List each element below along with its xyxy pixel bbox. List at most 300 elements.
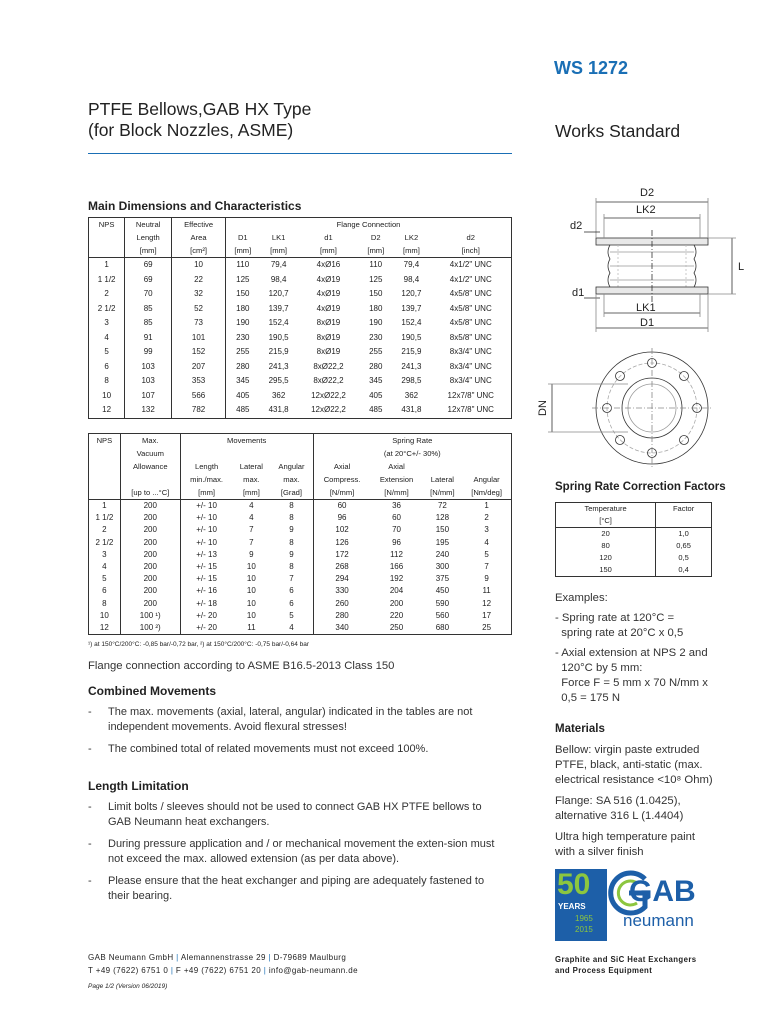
label-d2: d2 bbox=[570, 220, 583, 232]
table-cell: 12xØ22,2 bbox=[311, 390, 346, 400]
table-cell: 280 bbox=[369, 361, 383, 371]
table-cell: 8x5/8" UNC bbox=[431, 331, 512, 346]
table-cell: 10 bbox=[246, 610, 256, 620]
table-cell: 230 bbox=[369, 332, 383, 342]
table-cell: 120,7 bbox=[268, 289, 289, 299]
table-cell: 8xØ19 bbox=[316, 347, 341, 357]
table-cell: 8xØ19 bbox=[316, 332, 341, 342]
mov-u-upto: [up to ...°C] bbox=[120, 486, 180, 500]
dim-h-length: Length bbox=[125, 231, 172, 244]
table-cell: 200 bbox=[120, 512, 180, 524]
dim-header-row-3 bbox=[89, 244, 512, 258]
mov-h-spring-rate: Spring Rate bbox=[313, 434, 511, 448]
table-cell: 107 bbox=[125, 389, 172, 404]
footer-phone: T +49 (7622) 6751 0 bbox=[88, 966, 169, 975]
footer-company: GAB Neumann GmbH bbox=[88, 953, 174, 962]
table-cell: 4 bbox=[270, 622, 313, 635]
table-cell: 192 bbox=[389, 574, 404, 584]
table-cell: 240 bbox=[435, 549, 450, 559]
title-line-1: PTFE Bellows,GAB HX Type bbox=[88, 99, 312, 119]
table-cell: 2 bbox=[89, 524, 121, 536]
table-cell: 60 bbox=[337, 501, 347, 511]
table-cell: 80 bbox=[556, 540, 656, 552]
table-row bbox=[89, 360, 512, 375]
table-cell: 69 bbox=[125, 258, 172, 273]
table-cell: 85 bbox=[125, 316, 172, 331]
mov-u-angular: [Grad] bbox=[270, 486, 313, 500]
length-limitation-heading: Length Limitation bbox=[88, 779, 189, 793]
table-cell: 200 bbox=[120, 573, 180, 585]
dim-h-D1: D1 bbox=[237, 232, 248, 242]
mov-h-sr-lateral: Lateral bbox=[430, 474, 454, 484]
table-cell: 6 bbox=[270, 598, 313, 610]
table-cell: 280 bbox=[335, 610, 349, 620]
label-LK2: LK2 bbox=[636, 204, 656, 216]
table-cell: 200 bbox=[120, 598, 180, 610]
table-cell: 3 bbox=[462, 524, 511, 536]
table-cell: +/- 10 bbox=[196, 525, 217, 535]
table-row bbox=[89, 598, 512, 610]
table-cell: 215,9 bbox=[401, 347, 422, 357]
table-cell: 3 bbox=[89, 549, 121, 561]
table-cell: 590 bbox=[435, 598, 450, 608]
mov-h-lateral-2: max. bbox=[243, 474, 260, 484]
materials-heading: Materials bbox=[555, 723, 605, 735]
table-cell: 100 ²) bbox=[120, 622, 180, 635]
table-cell: 560 bbox=[435, 610, 450, 620]
dim-h-effective: Effective bbox=[172, 218, 226, 232]
sr-h-temp: Temperature bbox=[556, 503, 656, 516]
table-cell: 4x5/8" UNC bbox=[431, 302, 512, 317]
label-L: L bbox=[738, 261, 745, 273]
table-cell: 20 bbox=[556, 528, 656, 541]
mov-h-nps: NPS bbox=[89, 434, 121, 448]
dim-header-row-2 bbox=[89, 231, 512, 244]
table-cell: 250 bbox=[371, 622, 423, 635]
length-item-2: - During pressure application and / or mechanical movement the exten-sion must not exceed the max. allowed extension (as per data above). bbox=[88, 838, 495, 865]
mov-h-length-2: min./max. bbox=[190, 474, 224, 484]
table-cell: 52 bbox=[172, 302, 226, 317]
table-cell: 4x1/2" UNC bbox=[431, 273, 512, 288]
mov-h-angular-2: max. bbox=[270, 473, 313, 486]
dim-header-row-1 bbox=[89, 218, 512, 232]
table-cell: 190 bbox=[236, 318, 250, 328]
spring-correction-heading: Spring Rate Correction Factors bbox=[555, 481, 726, 493]
table-cell: 4 bbox=[462, 537, 511, 549]
table-cell: 4x1/2" UNC bbox=[431, 258, 512, 273]
table-cell: +/- 16 bbox=[196, 586, 217, 596]
table-cell: 10 bbox=[246, 598, 256, 608]
table-row bbox=[89, 258, 512, 273]
table-cell: 85 bbox=[125, 302, 172, 317]
mov-h-sr-angular: Angular bbox=[462, 473, 511, 486]
mov-u-sr-lateral: [N/mm] bbox=[423, 486, 463, 500]
table-cell: 4xØ19 bbox=[316, 303, 341, 313]
combined-heading: Combined Movements bbox=[88, 684, 217, 698]
table-cell: 180 bbox=[369, 303, 383, 313]
dim-u-LK1: [mm] bbox=[260, 244, 298, 258]
table-cell: 4 bbox=[249, 513, 254, 523]
table-cell: 12x7/8" UNC bbox=[431, 389, 512, 404]
table-cell: 345 bbox=[236, 376, 250, 386]
table-cell: 4x5/8" UNC bbox=[431, 316, 512, 331]
dim-u-length: [mm] bbox=[125, 244, 172, 258]
table-cell: 5 bbox=[462, 549, 511, 561]
table-cell: 200 bbox=[120, 537, 180, 549]
table-cell: +/- 15 bbox=[196, 574, 217, 584]
dim-u-area: [cm²] bbox=[172, 244, 226, 258]
mov-h-extension: Extension bbox=[379, 474, 414, 484]
dim-h-flange: Flange Connection bbox=[226, 218, 512, 232]
table-row bbox=[89, 316, 512, 331]
table-cell: 4x5/8" UNC bbox=[431, 287, 512, 302]
table-cell: 6 bbox=[270, 585, 313, 597]
mov-h-lateral: Lateral bbox=[239, 461, 263, 471]
table-cell: 215,9 bbox=[268, 347, 289, 357]
table-cell: 340 bbox=[313, 622, 370, 635]
table-cell: 431,8 bbox=[392, 403, 430, 418]
table-cell: 150 bbox=[556, 564, 656, 577]
table-cell: 150 bbox=[236, 289, 250, 299]
table-cell: 4xØ19 bbox=[316, 289, 341, 299]
materials-bellow-1: Bellow: virgin paste extruded bbox=[555, 744, 700, 756]
table-cell: 298,5 bbox=[401, 376, 422, 386]
dim-h-area: Area bbox=[172, 231, 226, 244]
table-row bbox=[89, 403, 512, 418]
mov-h-axial-2: Axial bbox=[388, 461, 405, 471]
table-cell: 362 bbox=[271, 390, 286, 400]
table-cell: 152,4 bbox=[268, 318, 289, 328]
table-cell: 125 bbox=[369, 274, 383, 284]
dim-u-D2: [mm] bbox=[359, 244, 392, 258]
table-cell: 60 bbox=[392, 513, 401, 523]
table-cell: 10 bbox=[89, 610, 121, 622]
table-cell: 230 bbox=[236, 332, 250, 342]
table-cell: 566 bbox=[172, 389, 226, 404]
length-item-3: - Please ensure that the heat exchanger and piping are adequately fastened to their bearing. bbox=[88, 875, 485, 902]
table-cell: 255 bbox=[369, 347, 383, 357]
mov-header-row-2 bbox=[89, 447, 512, 460]
table-row bbox=[89, 512, 512, 524]
table-cell: 5 bbox=[89, 345, 125, 360]
table-row bbox=[89, 500, 512, 513]
table-row bbox=[556, 540, 712, 552]
table-row bbox=[89, 585, 512, 597]
table-cell: 207 bbox=[172, 360, 226, 375]
mov-h-vacuum: Vacuum bbox=[120, 447, 180, 460]
table-cell: 8 bbox=[89, 374, 125, 389]
table-cell: 98,4 bbox=[403, 274, 420, 284]
table-cell: 4xØ19 bbox=[316, 274, 341, 284]
mov-h-length: Length bbox=[194, 461, 219, 471]
table-cell: 120,7 bbox=[401, 289, 422, 299]
table-cell: 2 bbox=[462, 512, 511, 524]
anniversary-from: 1965 bbox=[575, 914, 593, 923]
sr-h-factor: Factor bbox=[672, 504, 695, 513]
table-row bbox=[556, 552, 712, 564]
table-cell: 2 1/2 bbox=[89, 302, 125, 317]
table-cell: +/- 10 bbox=[196, 501, 217, 511]
mov-u-lateral: [mm] bbox=[232, 486, 270, 500]
anniversary-badge bbox=[555, 869, 607, 941]
bellows-right bbox=[694, 245, 696, 287]
page-title bbox=[88, 99, 311, 141]
table-cell: 139,7 bbox=[268, 303, 289, 313]
table-cell: 8xØ19 bbox=[316, 318, 341, 328]
example-2-line-3: Force F = 5 mm x 70 N/mm x bbox=[555, 677, 708, 689]
mov-u-compress: [N/mm] bbox=[313, 486, 370, 500]
table-cell: +/- 20 bbox=[196, 610, 217, 620]
combined-item-1: - The max. movements (axial, lateral, angular) indicated in the tables are not independent movements. Avoid flexural stresses! bbox=[88, 706, 473, 733]
table-cell: 152 bbox=[172, 345, 226, 360]
table-row bbox=[89, 537, 512, 549]
table-cell: 300 bbox=[435, 562, 450, 572]
table-cell: 1,0 bbox=[678, 529, 689, 538]
table-row bbox=[89, 622, 512, 635]
bellows-drawing bbox=[537, 180, 758, 470]
table-cell: 0,65 bbox=[676, 541, 691, 550]
bolt-hole bbox=[680, 436, 689, 445]
dim-h-D2: D2 bbox=[370, 232, 381, 242]
table-cell: 11 bbox=[232, 622, 270, 635]
table-cell: 220 bbox=[389, 610, 404, 620]
table-cell: 8x3/4" UNC bbox=[431, 345, 512, 360]
footer-city: D-79689 Maulburg bbox=[273, 953, 347, 962]
table-cell: 152,4 bbox=[401, 318, 422, 328]
table-cell: +/- 20 bbox=[180, 622, 232, 635]
table-cell: 255 bbox=[236, 347, 250, 357]
dim-h-LK1: LK1 bbox=[271, 232, 286, 242]
table-cell: 2 1/2 bbox=[89, 537, 121, 549]
materials-paint-1: Ultra high temperature paint bbox=[555, 831, 696, 843]
table-cell: 9 bbox=[462, 573, 511, 585]
mov-h-compress: Compress. bbox=[323, 474, 361, 484]
table-cell: 8 bbox=[270, 537, 313, 549]
table-cell: 8 bbox=[270, 561, 313, 573]
table-cell: 268 bbox=[335, 562, 349, 572]
mov-u-length: [mm] bbox=[180, 486, 232, 500]
table-cell: 9 bbox=[270, 549, 313, 561]
mov-h-movements: Movements bbox=[180, 434, 313, 448]
table-cell: 180 bbox=[236, 303, 250, 313]
table-cell: 73 bbox=[172, 316, 226, 331]
table-cell: +/- 10 bbox=[196, 513, 217, 523]
table-cell: 1 bbox=[462, 500, 511, 513]
table-cell: 295,5 bbox=[268, 376, 289, 386]
table-cell: 782 bbox=[172, 403, 226, 418]
table-cell: +/- 13 bbox=[196, 549, 217, 559]
table-cell: 9 bbox=[249, 549, 254, 559]
footer-email[interactable]: info@gab-neumann.de bbox=[268, 966, 358, 975]
table-cell: 6 bbox=[89, 360, 125, 375]
table-cell: 101 bbox=[172, 331, 226, 346]
table-cell: 8xØ22,2 bbox=[313, 376, 344, 386]
bellows-left bbox=[608, 245, 610, 287]
table-cell: 1 1/2 bbox=[89, 273, 125, 288]
table-cell: +/- 10 bbox=[196, 537, 217, 547]
table-cell: 36 bbox=[392, 501, 401, 511]
title-rule bbox=[88, 153, 512, 154]
table-cell: 260 bbox=[335, 598, 349, 608]
table-cell: 102 bbox=[335, 525, 349, 535]
table-cell: 12 bbox=[462, 598, 511, 610]
movements-table bbox=[88, 433, 512, 635]
mov-header-row-5 bbox=[89, 486, 512, 500]
table-row bbox=[89, 610, 512, 622]
mov-header-row-3 bbox=[89, 460, 512, 473]
table-cell: 166 bbox=[389, 562, 404, 572]
label-d1: d1 bbox=[572, 287, 585, 299]
table-cell: 200 bbox=[120, 585, 180, 597]
table-cell: 680 bbox=[423, 622, 463, 635]
table-cell: 72 bbox=[437, 501, 447, 511]
company-logo bbox=[555, 869, 712, 947]
table-row bbox=[89, 389, 512, 404]
table-cell: 200 bbox=[120, 549, 180, 561]
table-row bbox=[89, 345, 512, 360]
materials-flange-1: Flange: SA 516 (1.0425), bbox=[555, 795, 681, 807]
table-cell: 5 bbox=[270, 610, 313, 622]
table-row bbox=[89, 561, 512, 573]
label-D2: D2 bbox=[640, 187, 655, 199]
brand-sub: neumann bbox=[623, 911, 694, 930]
sr-u-temp: [°C] bbox=[556, 515, 656, 528]
length-item-1: - Limit bolts / sleeves should not be used to connect GAB HX PTFE bellows to GAB Neumann heat exchangers. bbox=[88, 801, 482, 828]
table-cell: 120 bbox=[556, 552, 656, 564]
table-cell: 485 bbox=[359, 403, 392, 418]
table-cell: 12xØ22,2 bbox=[298, 403, 359, 418]
table-row bbox=[556, 528, 712, 541]
dim-u-LK2: [mm] bbox=[392, 244, 430, 258]
mov-h-spring-cond: (at 20°C+/- 30%) bbox=[313, 447, 511, 460]
table-cell: 405 bbox=[369, 390, 383, 400]
mov-h-angular: Angular bbox=[270, 460, 313, 473]
footer-fax: F +49 (7622) 6751 20 bbox=[175, 966, 262, 975]
brand-name: GAB bbox=[629, 875, 696, 908]
table-cell: 190 bbox=[369, 318, 383, 328]
footer-street: Alemannenstrasse 29 bbox=[180, 953, 266, 962]
table-cell: 5 bbox=[89, 573, 121, 585]
dim-h-neutral: Neutral bbox=[125, 218, 172, 232]
table-cell: 150 bbox=[369, 289, 383, 299]
mov-h-max: Max. bbox=[120, 434, 180, 448]
anniversary-number: 50 bbox=[557, 868, 591, 901]
table-cell: 91 bbox=[125, 331, 172, 346]
movements-footnote: ¹) at 150°C/200°C: -0,85 bar/-0,72 bar, ²) at 150°C/200°C: -0,75 bar/-0,64 bar bbox=[88, 641, 310, 648]
table-cell: 405 bbox=[236, 390, 250, 400]
table-cell: 7 bbox=[249, 537, 254, 547]
table-cell: 1 bbox=[89, 258, 125, 273]
table-cell: 1 1/2 bbox=[89, 512, 121, 524]
table-cell: 9 bbox=[270, 524, 313, 536]
example-1-line-1: - Spring rate at 120°C = bbox=[555, 612, 675, 624]
table-cell: 125 bbox=[236, 274, 250, 284]
table-cell: 79,4 bbox=[403, 260, 420, 270]
table-cell: 7 bbox=[270, 573, 313, 585]
sr-unit-row bbox=[556, 515, 712, 528]
table-cell: 126 bbox=[335, 537, 349, 547]
table-row bbox=[89, 573, 512, 585]
table-row bbox=[89, 524, 512, 536]
table-cell: 103 bbox=[125, 374, 172, 389]
table-cell: 485 bbox=[226, 403, 260, 418]
table-row bbox=[89, 374, 512, 389]
table-cell: 241,3 bbox=[268, 361, 289, 371]
mov-header-row-1 bbox=[89, 434, 512, 448]
table-cell: +/- 15 bbox=[196, 562, 217, 572]
table-cell: 8 bbox=[270, 500, 313, 513]
table-cell: 204 bbox=[389, 586, 404, 596]
dim-u-d2: [inch] bbox=[431, 244, 512, 258]
table-cell: 294 bbox=[335, 574, 349, 584]
title-line-2: (for Block Nozzles, ASME) bbox=[88, 120, 294, 140]
example-2-line-2: 120°C by 5 mm: bbox=[555, 662, 643, 674]
table-cell: 110 bbox=[369, 260, 383, 270]
table-cell: 12x7/8" UNC bbox=[431, 403, 512, 418]
dim-u-D1: [mm] bbox=[226, 244, 260, 258]
page-number: Page 1/2 (Version 06/2019) bbox=[88, 983, 168, 990]
table-cell: 110 bbox=[236, 260, 250, 270]
footer-address: GAB Neumann GmbH | Alemannenstrasse 29 | D-79689 Maulburg bbox=[88, 953, 347, 962]
materials-block bbox=[555, 743, 755, 860]
table-cell: 8 bbox=[89, 598, 121, 610]
dim-u-d1: [mm] bbox=[298, 244, 359, 258]
table-cell: 2 bbox=[89, 287, 125, 302]
flange-note: Flange connection according to ASME B16.5-2013 Class 150 bbox=[88, 660, 395, 672]
footer-tagline-2: and Process Equipment bbox=[555, 966, 653, 975]
table-cell: 7 bbox=[462, 561, 511, 573]
table-cell: 6 bbox=[89, 585, 121, 597]
table-cell: 10 bbox=[246, 562, 256, 572]
table-cell: 190,5 bbox=[401, 332, 422, 342]
table-cell: 12 bbox=[89, 622, 121, 635]
table-cell: 98,4 bbox=[270, 274, 287, 284]
footer-contact: T +49 (7622) 6751 0 | F +49 (7622) 6751 20 | info@gab-neumann.de bbox=[88, 966, 358, 975]
table-cell: 99 bbox=[125, 345, 172, 360]
table-cell: 32 bbox=[172, 287, 226, 302]
table-cell: 3 bbox=[89, 316, 125, 331]
table-cell: 4 bbox=[249, 501, 254, 511]
spring-correction-table bbox=[555, 502, 712, 577]
mov-h-axial: Axial bbox=[333, 461, 351, 471]
anniversary-to: 2015 bbox=[575, 925, 593, 934]
table-cell: 10 bbox=[246, 574, 256, 584]
mov-header-row-4 bbox=[89, 473, 512, 486]
table-cell: 96 bbox=[337, 513, 347, 523]
table-cell: 450 bbox=[435, 586, 450, 596]
table-row bbox=[89, 331, 512, 346]
table-cell: 172 bbox=[335, 549, 349, 559]
table-cell: 200 bbox=[120, 500, 180, 513]
table-cell: 25 bbox=[462, 622, 511, 635]
table-cell: 200 bbox=[120, 561, 180, 573]
sr-header-row bbox=[556, 503, 712, 516]
table-cell: 132 bbox=[125, 403, 172, 418]
table-cell: 0,5 bbox=[678, 553, 689, 562]
table-row bbox=[89, 302, 512, 317]
materials-bellow-2: PTFE, black, anti-static (max. bbox=[555, 759, 703, 771]
table-cell: 22 bbox=[172, 273, 226, 288]
label-LK1: LK1 bbox=[636, 302, 656, 314]
table-cell: 79,4 bbox=[270, 260, 287, 270]
combined-item-2: - The combined total of related movements must not exceed 100%. bbox=[88, 743, 429, 755]
table-cell: 345 bbox=[369, 376, 383, 386]
table-cell: 69 bbox=[125, 273, 172, 288]
materials-flange-2: alternative 316 L (1.4404) bbox=[555, 810, 684, 822]
table-cell: 241,3 bbox=[401, 361, 422, 371]
table-cell: 1 bbox=[89, 500, 121, 513]
table-cell: 96 bbox=[392, 537, 401, 547]
